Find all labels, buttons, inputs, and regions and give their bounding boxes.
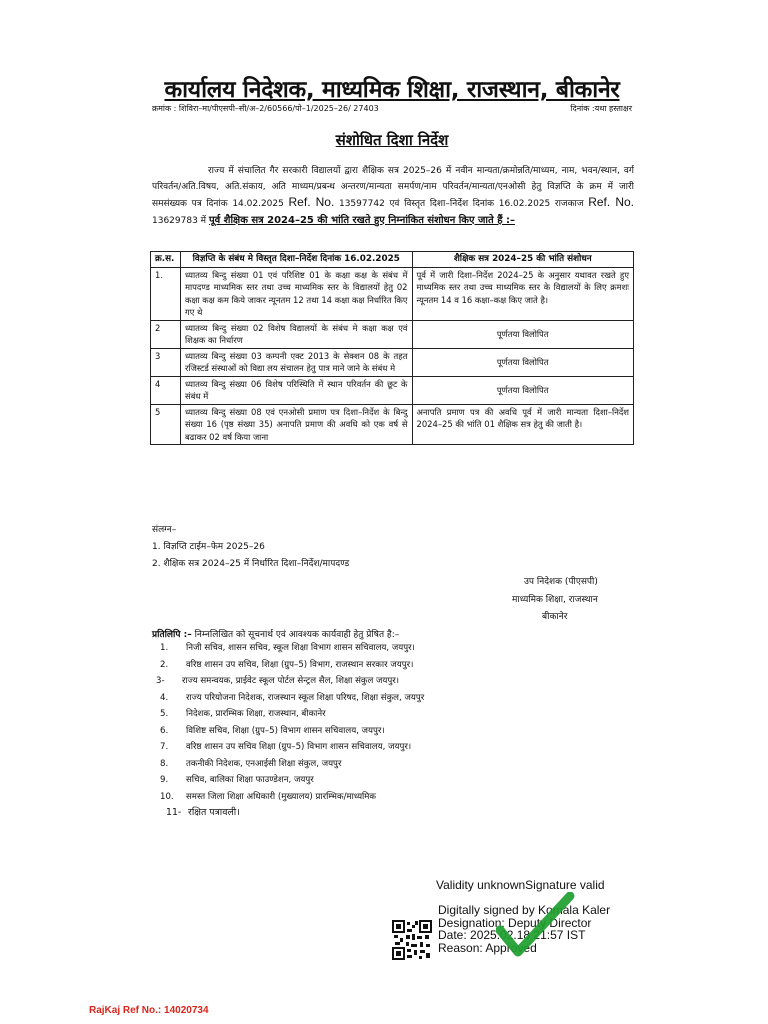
row-guideline: ध्यातव्य बिन्दु संख्या 02 विशेष विद्यालयों के संबंध मे कक्षा कक्ष एवं शिक्षक का निर्धारण [180,320,412,348]
row-revision: पूर्णतया विलोपित [412,320,634,348]
table-row [151,267,634,320]
enclosure-item: 1. विज्ञप्ति टाईम–फेम 2025–26 [152,542,265,552]
row-sn: 1. [151,267,181,320]
header-revision: शैक्षिक सत्र 2024–25 की भांति संशोधन [412,252,634,268]
signature-validity: Validity unknownSignature valid [436,878,605,892]
list-item: 3- राज्य समन्वयक, प्राईवेट स्कूल पोर्टल सेन्ट्रल सैल, शिक्षा संकुल जयपुर। [156,676,400,686]
list-item: 1. निजी सचिव, शासन सचिव, स्कूल शिक्षा विभाग शासन सचिवालय, जयपुर। [160,643,415,653]
order-date: दिनांक :यथा हस्ताक्षर [570,104,632,113]
reference-line [152,103,632,114]
document-subtitle: संशोधित दिशा निर्देश [335,131,449,149]
row-guideline: ध्यातव्य बिन्दु संख्या 06 विशेष परिस्थिति में स्थान परिवर्तन की छूट के संबंध में [180,376,412,404]
intro-part2: 13597742 एवं विस्तृत दिशा–निर्देश दिनांक 16.02.2025 राजकाज [338,199,584,209]
check-mark-icon [496,892,576,962]
signature-line: Digitally signed by Komala Kaler [438,903,611,917]
signature-line: Date: 2025.02.18 21:57 IST [438,928,586,942]
signatory-designation: उप निदेशक (पीएसपी) [524,577,598,587]
list-item: 4. राज्य परियोजना निदेशक, राजस्थान स्कूल शिक्षा परिषद, शिक्षा संकुल, जयपुर [160,692,425,703]
signature-line: Designation: Deputy Director [438,915,592,930]
row-guideline: ध्यातव्य बिन्दु संख्या 03 कम्पनी एक्ट 2013 के सेक्शन 08 के तहत रजिस्टर्ड संस्थाओं को विद्या लय संचालन हेतु पात्र माने जाने के संबंध मे [180,348,412,376]
row-guideline: ध्यातव्य बिन्दु संख्या 08 एवं एनओसी प्रमाण पत्र दिशा–निर्देश के बिन्दु संख्या 16 (पृष्ठ संख्या 35) अनापति प्रमाण की अवधि को एक वर्ष से बढाकर 02 वर्ष किया जाना [180,404,412,445]
copy-list [156,640,425,822]
table-row [151,376,634,404]
rajkaj-reference: RajKaj Ref No.: 14020734 [89,1005,209,1016]
row-sn: 4 [151,376,181,404]
order-number: क्रमांक : शिविरा–मा/पीएसपी–सी/अ–2/60566/पो–1/2025–26/ 27403 [152,104,379,113]
list-item: 2. वरिष्ठ शासन उप सचिव, शिक्षा (ग्रुप–5) विभाग, राजस्थान सरकार जयपुर। [160,659,414,670]
list-item: 8. तकनीकी निदेशक, एनआईसी शिक्षा संकुल, जयपुर [160,758,342,769]
row-revision: अनापति प्रमाण पत्र की अवधि पूर्व में जारी मान्यता दिशा–निर्देश 2024–25 की भांति 01 शैक्षिक सत्र हेतु की जाती है। [412,404,634,445]
ref-label-1: Ref. No. [288,195,335,209]
row-revision: पूर्णतया विलोपित [412,376,634,404]
enclosure-label: संलग्न– [152,525,177,535]
enclosures [152,522,349,573]
row-sn: 5 [151,404,181,445]
signatory-city: बीकानेर [542,612,568,622]
row-revision: पूर्णतया विलोपित [412,348,634,376]
qr-code-icon [392,920,432,960]
intro-bold-text: पूर्व शैक्षिक सत्र 2024–25 की भांति रखते हुए निम्नांकित संशोधन किए जाते हैं :– [208,214,515,226]
list-item: 7. वरिष्ठ शासन उप सचिव शिक्षा (ग्रुप–5) विभाग शासन सचिवालय, जयपुर। [160,742,412,752]
intro-part1: राज्य में संचालित गैर सरकारी विद्यालयों द्वारा शैक्षिक सत्र 2025–26 में नवीन मान्यता/क्रमोन्नति/माध्यम, नाम, भवन/स्थान, वर्ग परिवर्तन/अति.विषय, अति.संकाय, अति माध्यम/प्रबन्ध अन्तरण/मान्यता समर्पण/नाम परिवर्तन/मान्यता/एनओसी हेतु विज्ञप्ति के क्रम में जारी समसंख्यक पत्र दिनांक 14.02.2025 [152,166,634,209]
enclosure-item: 2. शैक्षिक सत्र 2024–25 में निर्धारित दिशा–निर्देश/मापदण्ड [152,559,350,569]
copy-label: प्रतिलिपि :– [152,630,192,640]
table-header-row [151,252,634,268]
table-row [151,348,634,376]
table-row [151,404,634,445]
signature-line: Reason: Approved [438,940,537,955]
row-sn: 3 [151,348,181,376]
revision-table [150,251,634,445]
signatory-department: माध्यमिक शिक्षा, राजस्थान [512,594,598,605]
copy-to-heading [152,627,634,640]
intro-part3: 13629783 में [152,215,207,226]
table-row [151,320,634,348]
office-title: कार्यालय निदेशक, माध्यमिक शिक्षा, राजस्थान, बीकानेर [164,77,620,103]
row-sn: 2 [151,320,181,348]
ref-label-2: Ref. No. [588,195,635,209]
copy-intro: निम्नलिखित को सूचनार्थ एवं आवश्यक कार्यवाही हेतु प्रेषित है:– [194,630,400,640]
list-item: 9. सचिव, बालिका शिक्षा फाउण्डेशन, जयपुर [160,775,314,785]
list-item: 11- रक्षित पत्रावली। [166,807,240,818]
signatory-block [512,574,636,627]
intro-paragraph [152,164,634,229]
header-sn: क्र.स. [151,252,181,268]
list-item: 6. विशिष्ट सचिव, शिक्षा (ग्रुप–5) विभाग शासन सचिवालय, जयपुर। [160,725,385,736]
list-item: 10. समस्त जिला शिक्षा अधिकारी (मुख्यालय) प्रारम्भिक/माध्यमिक [160,791,377,802]
row-guideline: ध्यातव्य बिन्दु संख्या 01 एवं परिशिष्ट 01 के कक्षा कक्ष के संबंध में मापदण्ड माध्यमिक स्तर तथा उच्च माध्यमिक स्तर के विद्यालयों हेतु 02 कक्षा कक्ष कम किये जाकर न्यूनतम 12 तथा 14 कक्षा कक्ष निर्धारित किए गए थे [180,267,412,320]
header-guideline: विज्ञप्ति के संबंध मे विस्तृत दिशा–निर्देश दिनांक 16.02.2025 [180,252,412,268]
list-item: 5. निदेशक, प्रारम्भिक शिक्षा, राजस्थान, बीकानेर [160,709,326,719]
row-revision: पूर्व में जारी दिशा–निर्देश 2024–25 के अनुसार यथावत रखते हुए माध्यमिक स्तर तथा उच्च माध्यमिक स्तर के विद्यालयों के लिए क्रमशः न्यूनतम 14 व 16 कक्षा–कक्ष किए जाते है। [412,267,634,320]
